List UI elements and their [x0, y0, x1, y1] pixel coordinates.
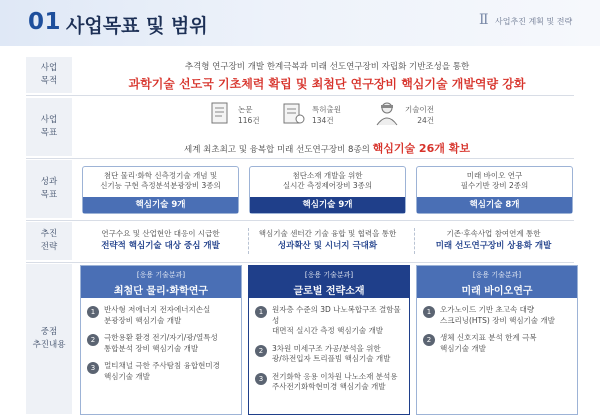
outcome-card: [82, 166, 239, 214]
panel-title: 글로벌 전략소재: [293, 286, 365, 297]
focus-panel: [416, 265, 578, 415]
strategy-desc: 기존·후속사업 참여연계 통한: [446, 229, 541, 238]
goal-summary-text: 세계 최초최고 및 융복합 미래 선도연구장비 8종의: [184, 145, 373, 155]
page-header: [0, 0, 600, 46]
list-item: [417, 305, 577, 326]
item-number: 1: [87, 306, 99, 318]
panel-tag: [응용 기술분과]: [304, 271, 354, 279]
stat-label-paper: 논문: [238, 105, 253, 114]
strategy-desc: 연구수요 및 산업현안 대응이 시급한: [101, 229, 220, 238]
item-number: 2: [87, 334, 99, 346]
strategy-title: 성과확산 및 시너지 극대화: [277, 241, 378, 251]
tech-transfer-icon: [372, 99, 402, 127]
list-item: [249, 305, 409, 337]
row-label-outcome: 성과 목표: [26, 160, 72, 218]
item-number: 3: [255, 373, 267, 385]
stat-value-paper: 116건: [238, 116, 260, 125]
outcome-bar: 핵심기술 8개: [417, 197, 572, 213]
outcome-bar: 핵심기술 9개: [83, 197, 238, 213]
item-text: 오가노이드 기반 초고속 대량 스크리닝(HTS) 장비 핵심기술 개발: [440, 305, 555, 325]
outcome-desc: 첨단 물리·화학 신측정기술 개념 및 신기능 구현 측정분석분광장비 3종의: [100, 171, 221, 190]
panel-header: [81, 266, 241, 298]
list-item: [417, 333, 577, 354]
goal-summary: [80, 137, 574, 156]
item-text: 극한용환 환경 전기/자기/광/열특성 통합분석 장비 핵심기술 개발: [104, 333, 218, 353]
row-label-strategy: 추진 전략: [26, 222, 72, 260]
outcome-desc: 첨단소재 개발을 위한 실시간 측정제어장비 3종의: [282, 171, 373, 190]
panel-title: 최첨단 물리·화학연구: [113, 286, 209, 297]
item-text: 원자층 수준의 3D 나노복합구조 결함물성 대면적 실시간 측정 핵심기술 개발: [272, 305, 401, 335]
stat-value-patent: 134건: [312, 116, 334, 125]
list-item: [81, 305, 241, 326]
item-text: 반사형 저에너지 전자에너지손실 분광장비 핵심기술 개발: [104, 305, 211, 325]
paper-icon: [206, 101, 234, 127]
list-item: [81, 361, 241, 382]
outcome-card: [249, 166, 406, 214]
outcome-bar: 핵심기술 9개: [250, 197, 405, 213]
strategy-item: [78, 228, 243, 252]
focus-panel: [248, 265, 410, 415]
item-number: 3: [87, 362, 99, 374]
chapter-title: 사업추진 계획 및 전략: [495, 17, 573, 26]
chapter-numeral: Ⅱ: [479, 12, 489, 28]
strategy-desc: 핵심기술 센터간 기술 융합 및 협력을 통한: [258, 229, 397, 238]
item-text: 전기화학 응용 이차원 나노소재 분석용 주사전기화학현미경 핵심기술 개발: [272, 371, 398, 391]
outcome-card: [416, 166, 573, 214]
item-number: 1: [423, 306, 435, 318]
item-text: 생체 신호지표 분석 한계 극복 핵심기술 개발: [440, 333, 537, 353]
strategy-title: 전략적 핵심기술 대상 중심 개발: [101, 241, 220, 251]
stat-label-patent: 특허출원: [312, 105, 341, 114]
section-number: 01: [28, 9, 62, 35]
divider: [26, 158, 574, 159]
divider: [26, 262, 574, 263]
patent-icon: [280, 101, 308, 127]
purpose-line: 추격형 연구장비 개발 한계극복과 미래 선도연구장비 자립화 기반조성을 통한: [184, 62, 470, 72]
strategy-title: 미래 선도연구장비 상용화 개발: [435, 241, 552, 251]
list-item: [249, 344, 409, 365]
strategy-item: [245, 228, 410, 252]
focus-panel: [80, 265, 242, 415]
row-label-content: 중점 추진내용: [26, 264, 72, 414]
page-title: 사업목표 및 범위: [66, 15, 208, 37]
divider: [26, 95, 574, 96]
goal-highlight: 핵심기술 26개 확보: [372, 142, 470, 155]
divider: [26, 220, 574, 221]
list-item: [249, 372, 409, 393]
panel-tag: [응용 기술분과]: [136, 271, 186, 279]
item-number: 2: [423, 334, 435, 346]
outcome-desc: 미래 바이오 연구 필수기반 장비 2종의: [460, 171, 529, 190]
stat-value-transfer: 24건: [417, 116, 434, 125]
row-label-purpose: 사업 목적: [26, 57, 72, 93]
stat-label-transfer: 기술이전: [405, 105, 434, 114]
row-label-goal: 사업 목표: [26, 98, 72, 156]
list-item: [81, 333, 241, 354]
panel-header: [249, 266, 409, 298]
panel-tag: [응용 기술분과]: [472, 271, 522, 279]
panel-header: [417, 266, 577, 298]
panel-title: 미래 바이오연구: [461, 286, 533, 297]
item-text: 멀티채널 극한 주사탐침 융합현미경 핵심기술 개발: [104, 361, 220, 381]
item-text: 3차원 미세구조 가공/분석을 위한 광/하전입자 트리플빔 핵심기술 개발: [272, 343, 391, 363]
purpose-headline: 과학기술 선도국 기초체력 확립 및 최첨단 연구장비 핵심기술 개발역량 강화: [128, 77, 526, 91]
item-number: 1: [255, 306, 267, 318]
strategy-item: [411, 228, 576, 252]
item-number: 2: [255, 345, 267, 357]
